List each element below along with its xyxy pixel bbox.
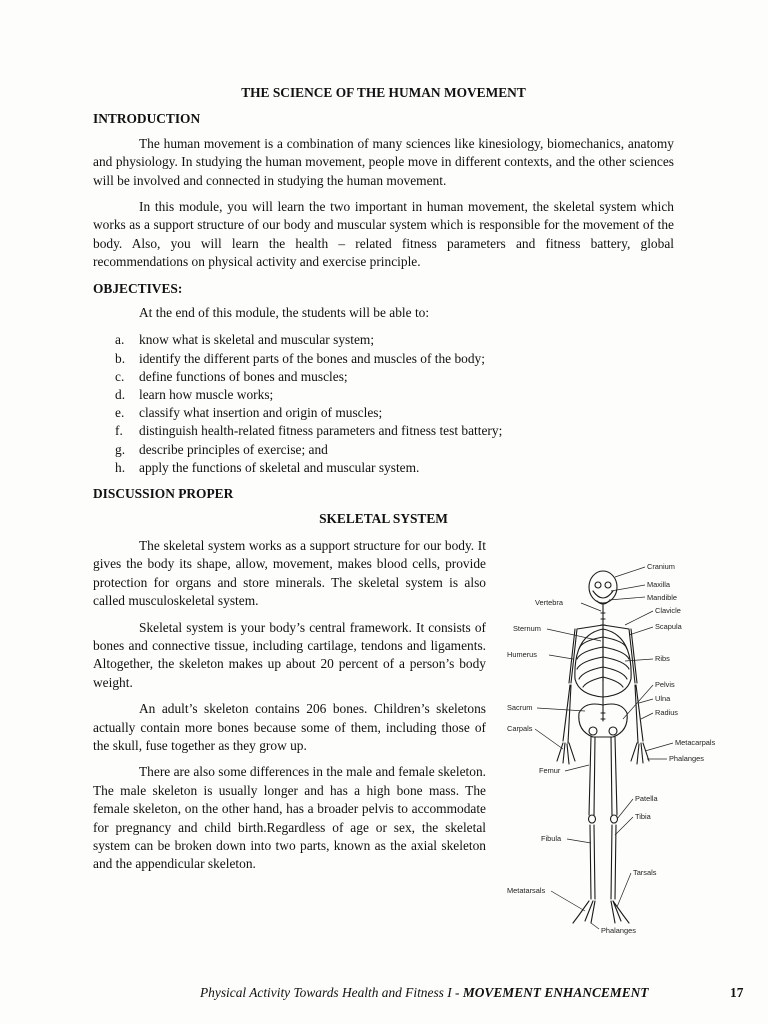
label-sacrum: Sacrum — [507, 702, 533, 712]
discussion-heading: DISCUSSION PROPER — [93, 486, 234, 502]
objectives-lead: At the end of this module, the students will be able to: — [139, 305, 430, 321]
objective-item: f. distinguish health-related fitness parameters and fitness test battery; — [115, 423, 503, 439]
objective-item: b. identify the different parts of the bones and muscles of the body; — [115, 350, 485, 366]
intro-paragraph-2: In this module, you will learn the two important in human movement, the skeletal system which works as a support structure of our body and muscular system which is responsible for the movement of the body. Also, you will learn the health – related fitness parameters and fitness battery, global recommendations on physical activity and exercise principle. — [93, 199, 674, 270]
skeletal-paragraph-3: An adult’s skeleton contains 206 bones. Children’s skeletons actually contain more bones because some of them, including those of the skull, fuse together as they grow up. — [93, 701, 486, 753]
footer-course-title: Physical Activity Towards Health and Fitness I - MOVEMENT ENHANCEMENT — [200, 985, 649, 1000]
skeletal-paragraph-1: The skeletal system works as a support structure for our body. It gives the body its shape, allow, movement, makes blood cells, provide protection for organs and store minerals. The skeletal system is also called musculoskeletal system. — [93, 537, 486, 609]
page-footer — [0, 984, 768, 1004]
label-patella: Patella — [635, 793, 658, 803]
objective-item: g. describe principles of exercise; and — [115, 441, 328, 457]
label-tarsals: Tarsals — [633, 867, 657, 877]
page-number: 17 — [730, 985, 744, 1000]
objective-item: d. learn how muscle works; — [115, 387, 274, 403]
intro-paragraph-1: The human movement is a combination of many sciences like kinesiology, biomechanics, anatomy and physiology. In studying the human movement, people move in different contexts, and the other sciences will be involved and connected in studying the human movement. — [93, 135, 674, 188]
label-metacarpals: Metacarpals — [675, 737, 716, 747]
introduction-heading: INTRODUCTION — [93, 111, 201, 127]
objective-item: e. classify what insertion and origin of muscles; — [115, 405, 383, 421]
label-scapula: Scapula — [655, 621, 682, 631]
label-metatarsals: Metatarsals — [507, 885, 546, 895]
label-cranium: Cranium — [647, 561, 675, 571]
skeletal-section — [93, 537, 716, 935]
skeletal-text-column — [93, 537, 486, 874]
page-content — [93, 84, 716, 935]
page-title: THE SCIENCE OF THE HUMAN MOVEMENT — [241, 85, 526, 100]
label-radius: Radius — [655, 707, 679, 717]
label-humerus: Humerus — [507, 649, 537, 659]
skeleton-diagram — [505, 561, 716, 938]
label-pelvis: Pelvis — [655, 679, 675, 689]
skeleton-illustration — [505, 561, 716, 938]
label-vertebra: Vertebra — [535, 597, 563, 607]
objective-item: h. apply the functions of skeletal and muscular system. — [115, 459, 420, 475]
label-fibula: Fibula — [541, 833, 562, 843]
skeletal-paragraph-2: Skeletal system is your body’s central framework. It consists of bones and connective tissue, including cartilage, tendons and ligaments. Altogether, the skeleton makes up about 20 percent of a person’s body weight. — [93, 619, 486, 690]
label-ribs: Ribs — [655, 653, 670, 663]
label-clavicle: Clavicle — [655, 605, 681, 615]
label-phalanges-hand: Phalanges — [669, 753, 704, 763]
label-sternum: Sternum — [513, 623, 541, 633]
label-maxilla: Maxilla — [647, 579, 670, 589]
label-femur: Femur — [539, 765, 561, 775]
label-ulna: Ulna — [655, 693, 671, 703]
objective-item: a. know what is skeletal and muscular system; — [115, 332, 375, 348]
label-mandible: Mandible — [647, 592, 677, 602]
skeletal-paragraph-4: There are also some differences in the male and female skeleton. The male skeleton is usually longer and has a high bone mass. The female skeleton, on the other hand, has a broader pelvis to accommodate for pregnancy and child birth.Regardless of age or sex, the skeletal system can be broken down into two parts, known as the axial skeleton and the appendicular skeleton. — [93, 764, 486, 872]
label-carpals: Carpals — [507, 723, 533, 733]
objectives-heading: OBJECTIVES: — [93, 280, 183, 296]
label-tibia: Tibia — [635, 811, 651, 821]
label-phalanges-foot: Phalanges — [601, 925, 636, 935]
skeletal-system-heading: SKELETAL SYSTEM — [319, 510, 448, 526]
objectives-list — [93, 331, 674, 477]
objective-item: c. define functions of bones and muscles; — [115, 368, 348, 384]
